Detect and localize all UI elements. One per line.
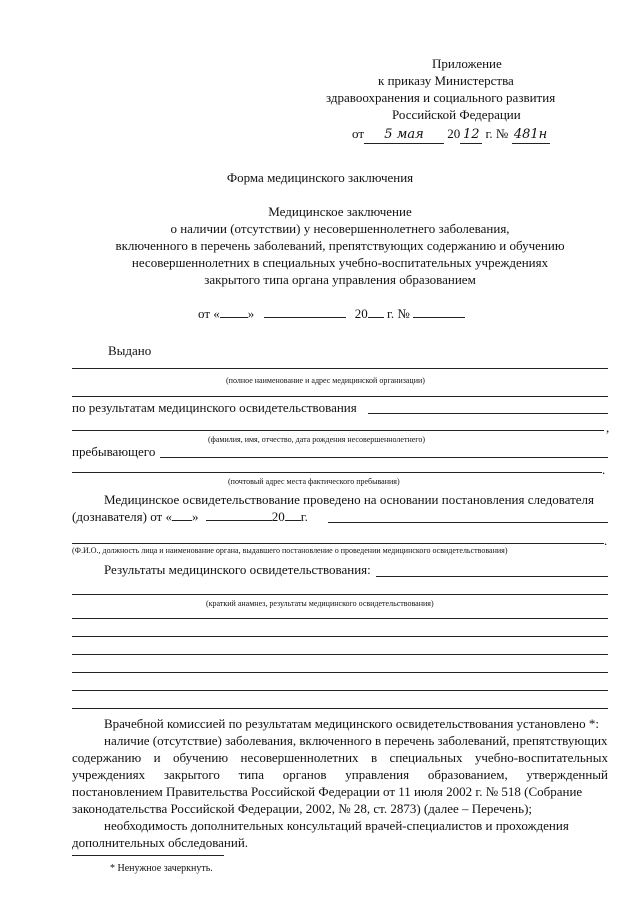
caption-org: (полное наименование и адрес медицинской организации): [226, 376, 425, 385]
basis-from: (дознавателя) от «: [72, 509, 172, 524]
header-year-prefix: 20: [447, 126, 461, 141]
caption-address: (почтовый адрес места фактического пребывания): [228, 477, 400, 486]
investigator-line-2[interactable]: [72, 543, 604, 544]
address-line-1[interactable]: [160, 457, 608, 458]
basis-line-1: Медицинское освидетельствование проведено на основании постановления следователя: [104, 492, 595, 507]
commission-line-1: Врачебной комиссией по результатам медицинского освидетельствования установлено *:: [104, 716, 599, 731]
header-year-suffix: г. №: [485, 126, 509, 141]
basis-year-suffix: г.: [300, 509, 308, 524]
date-quote-close: »: [247, 306, 255, 321]
header-line-1: Приложение: [432, 56, 502, 71]
header-date-handwritten: 5 мая: [364, 127, 444, 144]
doc-title-line-4: несовершеннолетних в специальных учебно-воспитательных учреждениях: [131, 255, 549, 270]
by-results-label: по результатам медицинского освидетельствования: [72, 400, 357, 415]
results-label: Результаты медицинского освидетельствования:: [104, 562, 371, 577]
basis-day-blank[interactable]: [172, 509, 192, 521]
doc-title-line-3: включенного в перечень заболеваний, препятствующих содержанию и обучению: [115, 238, 565, 253]
date-day-blank[interactable]: [220, 306, 248, 318]
form-title: Форма медицинского заключения: [226, 170, 414, 185]
caption-person: (фамилия, имя, отчество, дата рождения несовершеннолетнего): [208, 435, 426, 444]
commission-line-8: дополнительных обследований.: [72, 835, 249, 850]
header-number-handwritten: 481н: [512, 127, 550, 144]
results-line-6[interactable]: [72, 672, 608, 673]
residing-label: пребывающего: [72, 444, 156, 459]
results-line-5[interactable]: [72, 654, 608, 655]
commission-line-3: содержанию и обучению несовершеннолетних в специальных учебно-воспитательных: [72, 750, 608, 765]
commission-line-5: постановлением Правительства Российской Федерации от 11 июля 2002 г. № 518 (Собрание: [72, 784, 583, 799]
results-line-7[interactable]: [72, 690, 608, 691]
investigator-line-1[interactable]: [328, 522, 608, 523]
person-line-2[interactable]: [72, 430, 604, 431]
commission-line-4: учреждениях закрытого типа органов управления образованием, утвержденный: [72, 767, 608, 782]
date-row: [198, 306, 465, 322]
date-from: от «: [198, 306, 220, 321]
header-date-prefix: от: [352, 126, 365, 141]
issued-label: Выдано: [108, 343, 152, 358]
header-date-row: [352, 126, 550, 144]
address-line-2[interactable]: [72, 472, 602, 473]
date-year-blank[interactable]: [368, 306, 384, 318]
date-month-blank[interactable]: [264, 306, 346, 318]
doc-title-line-2: о наличии (отсутствии) у несовершеннолетнего заболевания,: [170, 221, 510, 236]
caption-investigator: (Ф.И.О., должность лица и наименование органа, выдавшего постановление о проведении медицинского освидетельствования): [72, 546, 508, 555]
basis-year: 20: [271, 509, 285, 524]
person-line-1[interactable]: [368, 413, 608, 414]
period-mark-2: .: [604, 533, 608, 548]
results-line-3[interactable]: [72, 618, 608, 619]
caption-anamnesis: (краткий анамнез, результаты медицинского освидетельствования): [206, 599, 434, 608]
basis-quote-close: »: [191, 509, 199, 524]
footnote-divider: [72, 855, 224, 856]
results-line-8[interactable]: [72, 708, 608, 709]
basis-month-blank[interactable]: [206, 509, 272, 521]
period-mark: .: [602, 462, 606, 477]
header-line-4: Российской Федерации: [392, 107, 521, 122]
results-line-2[interactable]: [72, 594, 608, 595]
commission-line-7: необходимость дополнительных консультаций врачей-специалистов и прохождения: [104, 818, 569, 833]
commission-line-6: законодательства Российской Федерации, 2002, № 28, ст. 2873) (далее – Перечень);: [72, 801, 533, 816]
commission-line-2: наличие (отсутствие) заболевания, включенного в перечень заболеваний, препятствующих: [104, 733, 608, 748]
org-line-2[interactable]: [72, 396, 608, 397]
doc-title-line-5: закрытого типа органа управления образованием: [204, 272, 476, 287]
comma-mark: ,: [606, 420, 610, 435]
org-line-1[interactable]: [72, 368, 608, 369]
header-line-2: к приказу Министерства: [378, 73, 514, 88]
date-year: 20: [354, 306, 368, 321]
doc-title-line-1: Медицинское заключение: [268, 204, 412, 219]
footnote: * Ненужное зачеркнуть.: [110, 863, 213, 874]
date-number-label: г. №: [387, 306, 410, 321]
results-line-4[interactable]: [72, 636, 608, 637]
header-line-3: здравоохранения и социального развития: [326, 90, 556, 105]
header-year-handwritten: 12: [460, 127, 482, 144]
results-line-1[interactable]: [376, 576, 608, 577]
basis-year-blank[interactable]: [285, 509, 301, 521]
date-number-blank[interactable]: [413, 306, 465, 318]
basis-line-2: [72, 509, 308, 525]
